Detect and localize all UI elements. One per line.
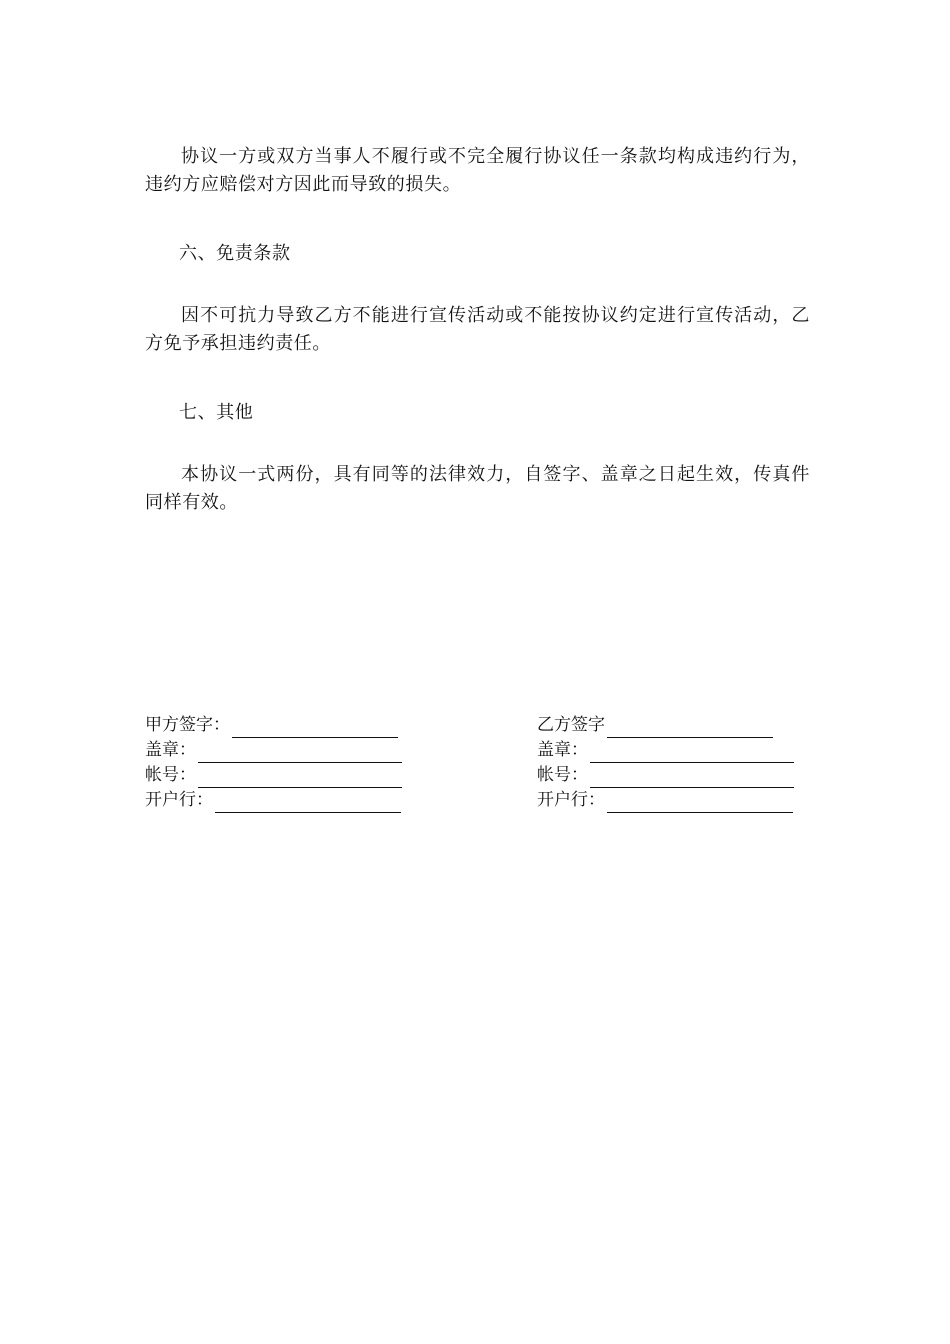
party-a-account-row	[145, 763, 402, 788]
party-a-seal-row	[145, 738, 402, 763]
party-b-account-label: 帐号：	[537, 765, 588, 785]
party-b-signature-row	[537, 713, 794, 738]
section-six-title: 六、免责条款	[179, 243, 291, 264]
party-b-signature-line[interactable]	[607, 719, 773, 738]
party-b-signature-label: 乙方签字	[537, 715, 605, 735]
party-b-seal-line[interactable]	[590, 744, 794, 763]
party-a-seal-label: 盖章：	[145, 740, 196, 760]
section-six-body: 因不可抗力导致乙方不能进行宣传活动或不能按协议约定进行宣传活动，乙方免予承担违约责任。	[145, 305, 810, 354]
party-b-seal-label: 盖章：	[537, 740, 588, 760]
party-b-bank-label: 开户行：	[537, 790, 605, 810]
party-a-account-line[interactable]	[198, 769, 402, 788]
party-a-bank-row	[145, 788, 402, 813]
party-a-signature-block	[145, 713, 402, 813]
party-a-account-label: 帐号：	[145, 765, 196, 785]
party-b-bank-row	[537, 788, 794, 813]
party-a-seal-line[interactable]	[198, 744, 402, 763]
party-b-account-line[interactable]	[590, 769, 794, 788]
party-a-bank-line[interactable]	[215, 794, 401, 813]
breach-paragraph: 协议一方或双方当事人不履行或不完全履行协议任一条款均构成违约行为，违约方应赔偿对方因此而导致的损失。	[145, 146, 810, 195]
party-a-bank-label: 开户行：	[145, 790, 213, 810]
party-b-seal-row	[537, 738, 794, 763]
party-a-signature-row	[145, 713, 402, 738]
section-seven-title: 七、其他	[179, 402, 254, 423]
party-a-signature-label: 甲方签字：	[145, 715, 230, 735]
party-b-signature-block	[537, 713, 794, 813]
section-seven-body: 本协议一式两份，具有同等的法律效力，自签字、盖章之日起生效，传真件同样有效。	[145, 464, 810, 513]
party-a-signature-line[interactable]	[232, 719, 398, 738]
party-b-account-row	[537, 763, 794, 788]
party-b-bank-line[interactable]	[607, 794, 793, 813]
